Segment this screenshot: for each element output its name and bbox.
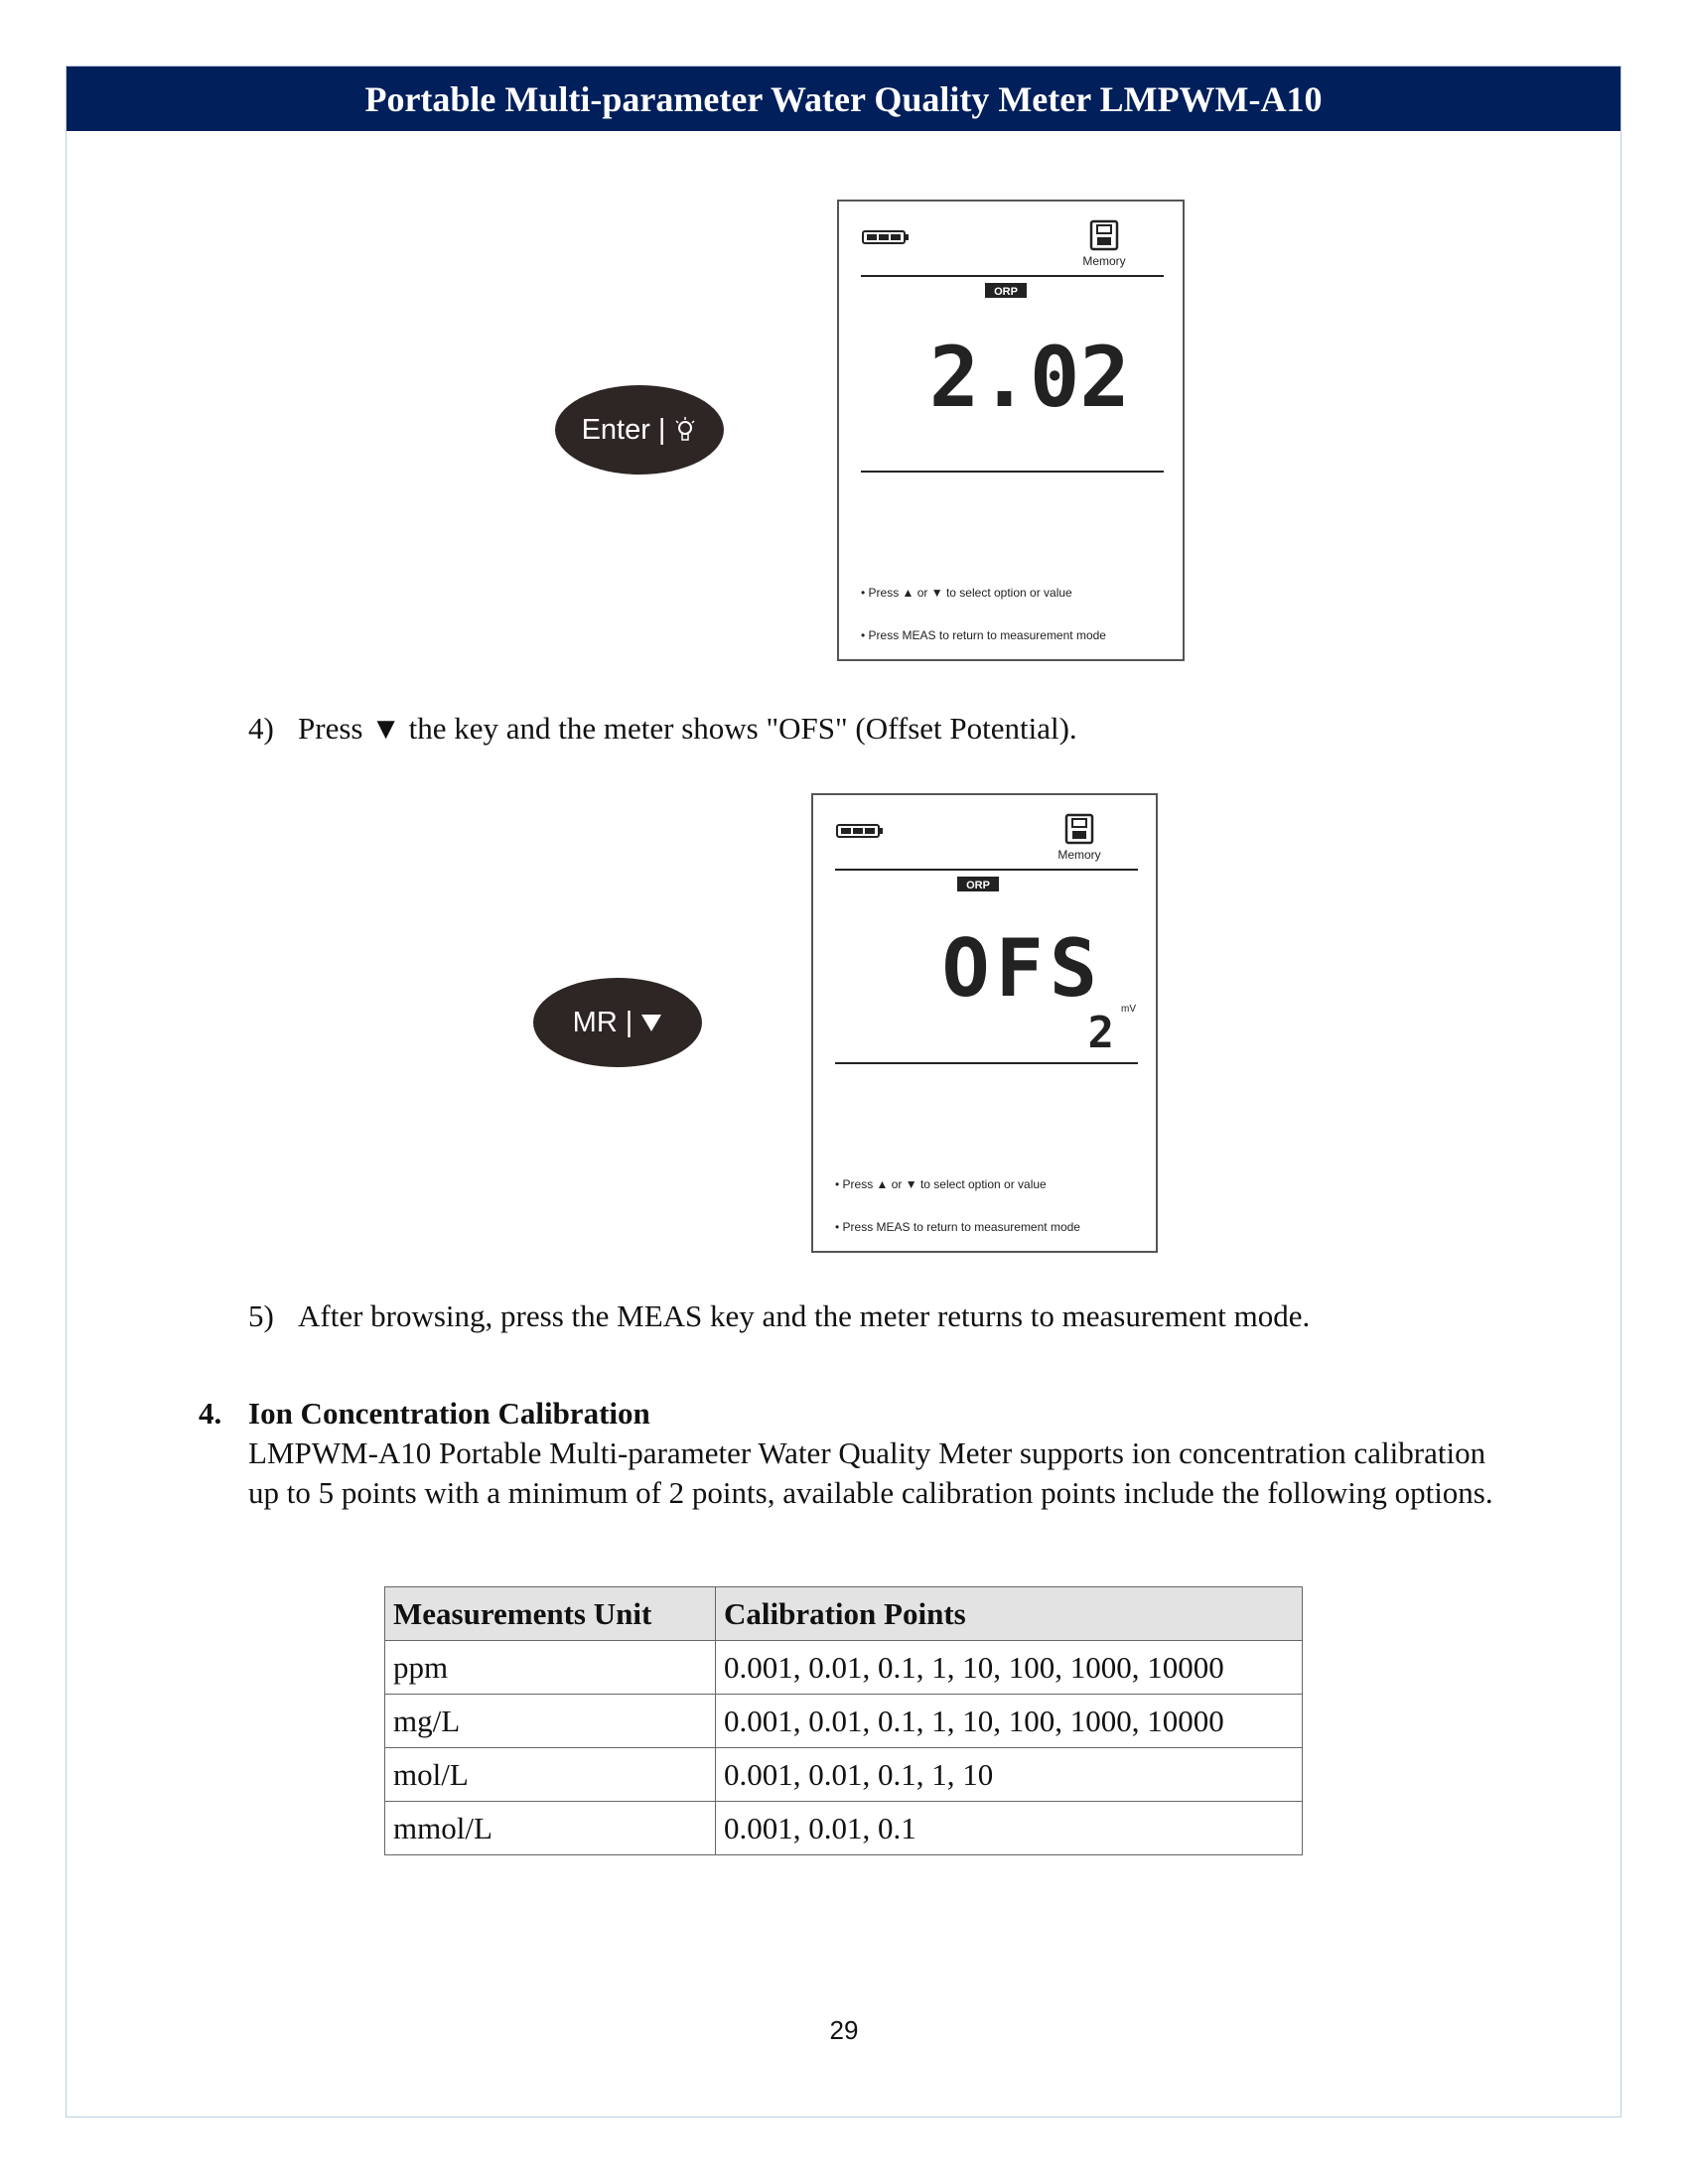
step-4: [248, 709, 1077, 749]
memory-label: Memory: [1082, 254, 1126, 268]
table-row: [385, 1802, 1303, 1855]
lcd-screen: [813, 795, 1156, 1251]
enter-key-button[interactable]: Enter |: [555, 385, 724, 475]
main-reading: 2.02: [928, 329, 1130, 426]
unit-label: mV: [1121, 1004, 1136, 1015]
points-cell: 0.001, 0.01, 0.1, 1, 10: [716, 1748, 1303, 1802]
unit-cell: mol/L: [385, 1748, 716, 1802]
mode-badge: ORP: [994, 286, 1018, 298]
calibration-table: [384, 1586, 1303, 1855]
battery-icon: [863, 231, 909, 243]
points-cell: 0.001, 0.01, 0.1, 1, 10, 100, 1000, 10000: [716, 1695, 1303, 1748]
unit-cell: ppm: [385, 1641, 716, 1695]
table-row: [385, 1748, 1303, 1802]
memory-label: Memory: [1057, 848, 1101, 862]
bulb-icon: [673, 415, 697, 445]
memory-icon: [1066, 815, 1092, 843]
section-heading: [199, 1394, 1509, 1433]
step-4-text: Press ▼ the key and the meter shows "OFS" (Offset Potential).: [298, 711, 1077, 746]
mr-key-label: MR: [572, 1006, 618, 1038]
sub-reading: 2: [1087, 1008, 1114, 1058]
header-cell: Measurements Unit: [385, 1587, 716, 1641]
section-title: Ion Concentration Calibration: [248, 1396, 650, 1431]
hint-select: • Press ▲ or ▼ to select option or value: [835, 1177, 1047, 1191]
points-cell: 0.001, 0.01, 0.1: [716, 1802, 1303, 1855]
points-cell: 0.001, 0.01, 0.1, 1, 10, 100, 1000, 10000: [716, 1641, 1303, 1695]
down-triangle-icon: [640, 1013, 662, 1032]
table-header-row: [385, 1587, 1303, 1641]
main-reading: OFS: [941, 922, 1103, 1015]
header-cell: Calibration Points: [716, 1587, 1303, 1641]
hint-select: • Press ▲ or ▼ to select option or value: [861, 586, 1072, 600]
table-row: [385, 1641, 1303, 1695]
mode-badge: ORP: [966, 880, 990, 891]
unit-cell: mmol/L: [385, 1802, 716, 1855]
step-5-number: 5): [248, 1298, 274, 1333]
enter-key-label: Enter: [581, 413, 650, 446]
lcd-screen: [839, 202, 1183, 659]
step-5: [248, 1297, 1310, 1336]
hint-meas: • Press MEAS to return to measurement mode: [861, 628, 1106, 642]
section-ion-calibration: [199, 1394, 1509, 1513]
page-number: 29: [829, 2015, 859, 2045]
header-title: Portable Multi-parameter Water Quality Meter LMPWM-A10: [364, 78, 1323, 119]
battery-icon: [837, 825, 883, 837]
hint-meas: • Press MEAS to return to measurement mode: [835, 1220, 1080, 1234]
step-5-text: After browsing, press the MEAS key and the meter returns to measurement mode.: [298, 1298, 1311, 1333]
table-row: [385, 1695, 1303, 1748]
step-4-number: 4): [248, 711, 274, 746]
mr-down-key-button[interactable]: MR |: [533, 978, 702, 1067]
lcd-display-orp-value: [837, 200, 1185, 661]
section-paragraph: LMPWM-A10 Portable Multi-parameter Water Quality Meter supports ion concentration calibration up to 5 points with a minimum of 2 points, available calibration points include the following options.: [248, 1435, 1493, 1510]
lcd-display-ofs: [811, 793, 1158, 1253]
section-number: 4.: [199, 1396, 222, 1431]
unit-cell: mg/L: [385, 1695, 716, 1748]
memory-icon: [1091, 221, 1117, 249]
page-header: [67, 67, 1620, 131]
